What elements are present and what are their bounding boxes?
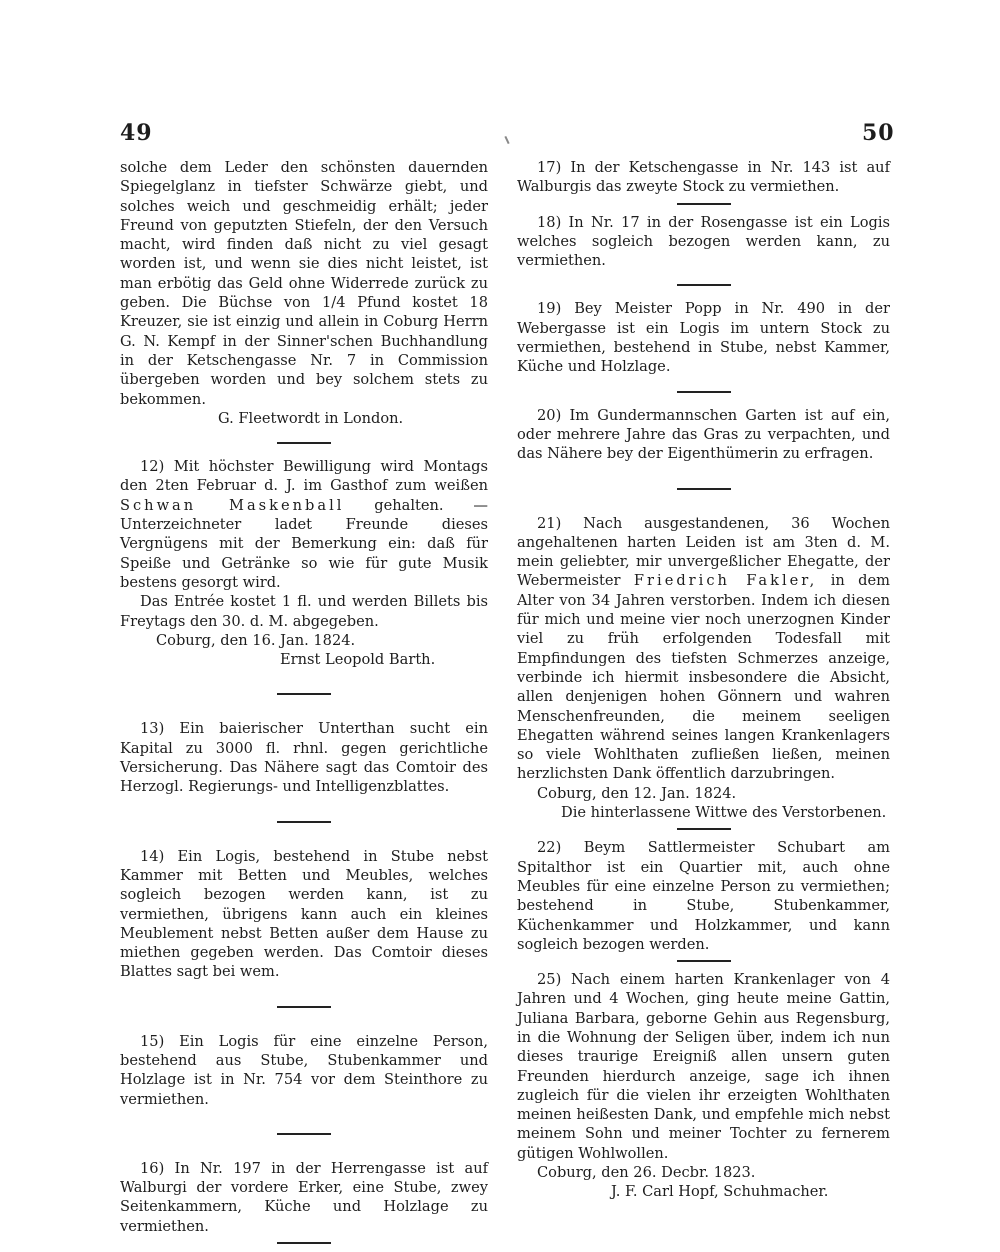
separator-rule	[677, 391, 731, 393]
ad-body: 20) Im Gundermannschen Garten ist auf ein, oder mehrere Jahre das Gras zu verpachten, und das Nähere bey der Eigenthümerin zu erfragen.	[517, 406, 890, 463]
right-column	[517, 158, 890, 1202]
separator-rule	[677, 488, 731, 490]
ad-place-date: Coburg, den 26. Decbr. 1823.	[537, 1164, 756, 1182]
separator-rule	[277, 693, 331, 695]
ad-13	[120, 719, 488, 796]
ad-text: 21) Nach ausgestandenen, 36 Wochen angehaltenen harten Leiden ist am 3ten d. M. mein geliebter, mir unvergeßlicher Ehegatte, der Webermeister	[517, 514, 890, 590]
ad-place-date: Coburg, den 16. Jan. 1824.	[156, 631, 356, 649]
margin-mark	[504, 136, 509, 144]
ad-body	[517, 514, 890, 784]
separator-rule	[277, 1133, 331, 1135]
ad-emphasis: Schwan Maskenball	[120, 496, 345, 514]
separator-rule	[677, 960, 731, 962]
ad-25	[517, 970, 890, 1202]
left-column	[120, 158, 488, 1252]
ad-body: 22) Beym Sattlermeister Schubart am Spitalthor ist ein Quartier mit, auch ohne Meubles für eine einzelne Person zu vermiethen; bestehend in Stube, Stubenkammer, Küchenkammer und Holzkammer, und kann sogleich bezogen werden.	[517, 839, 890, 953]
separator-rule	[677, 203, 731, 205]
page-number-right: 50	[862, 120, 895, 146]
ad-body: 19) Bey Meister Popp in Nr. 490 in der Webergasse ist ein Logis im untern Stock zu vermiethen, bestehend in Stube, nebst Kammer, Küche und Holzlage.	[517, 300, 890, 376]
page-number-left: 49	[120, 120, 153, 146]
ad-emphasis: Friedrich Fakler,	[633, 572, 818, 590]
ad-signature: Ernst Leopold Barth.	[280, 651, 436, 669]
ad-16	[120, 1159, 488, 1236]
ad-body: 13) Ein baierischer Unterthan sucht ein Kapital zu 3000 fl. rhnl. gegen gerichtliche Versicherung. Das Nähere sagt das Comtoir des Herzogl. Regierungs- und Intelligenzblattes.	[120, 720, 488, 796]
ad-body: 14) Ein Logis, bestehend in Stube nebst Kammer mit Betten und Meubles, welches sogleich bezogen werden kann, ist zu vermiethen, übrigens kann auch ein kleines Meublement nebst Betten außer dem Hause zu miethen gegeben werden. Das Comtoir dieses Blattes sagt bei wem.	[120, 847, 488, 981]
ad-body: 16) In Nr. 197 in der Herrengasse ist auf Walburgi der vordere Erker, eine Stube, zwey Seitenkammern, Küche und Holzlage zu vermiethen.	[120, 1159, 488, 1235]
separator-rule	[277, 821, 331, 823]
ad-note: Das Entrée kostet 1 fl. und werden Billets bis Freytags den 30. d. M. abgegeben.	[120, 593, 488, 630]
separator-rule	[677, 828, 731, 830]
ad-17	[517, 158, 890, 197]
ad-18	[517, 213, 890, 271]
ad-signature: J. F. Carl Hopf, Schuhmacher.	[611, 1183, 829, 1201]
ad-14	[120, 847, 488, 982]
ad-place-date: Coburg, den 12. Jan. 1824.	[537, 784, 737, 802]
ad-15	[120, 1032, 488, 1109]
ad-22	[517, 838, 890, 954]
separator-rule	[277, 1242, 331, 1244]
ad-body: solche dem Leder den schönsten dauernden Spiegelglanz in tiefster Schwärze giebt, und solches weich und geschmeidig erhält; jeder Freund von geputzten Stiefeln, der den Versuch macht, wird finden daß nicht zu viel gesagt worden ist, und wenn sie dies nicht leistet, ist man erbötig das Geld ohne Widerrede zurück zu geben. Die Büchse von 1/4 Pfund kostet 18 Kreuzer, sie ist einzig und allein in Coburg Herrn G. N. Kempf in der Sinner'schen Buchhandlung in der Ketschengasse Nr. 7 in Commission übergeben worden und bey solchem stets zu bekommen.	[120, 159, 488, 408]
ad-20	[517, 406, 890, 464]
ad-12	[120, 457, 488, 669]
ad-body	[120, 457, 488, 592]
ad-signature: Die hinterlassene Wittwe des Verstorbenen.	[561, 804, 887, 822]
ad-text: 12) Mit höchster Bewilligung wird Montags den 2ten Februar d. J. im Gasthof zum weißen	[120, 458, 488, 495]
ad-text: gehalten. — Unterzeichneter ladet Freunde dieses Vergnügens mit der Bemerkung ein: daß für Speiße und Getränke so wie für gute Musik bestens gesorgt wird.	[120, 496, 488, 591]
ad-body: 17) In der Ketschengasse in Nr. 143 ist auf Walburgis das zweyte Stock zu vermiethen.	[517, 159, 890, 196]
ad-body: 15) Ein Logis für eine einzelne Person, bestehend aus Stube, Stubenkammer und Holzlage ist in Nr. 754 vor dem Steinthore zu vermiethen.	[120, 1032, 488, 1108]
ad-body: 18) In Nr. 17 in der Rosengasse ist ein Logis welches sogleich bezogen werden kann, zu vermiethen.	[517, 213, 890, 270]
separator-rule	[277, 1006, 331, 1008]
separator-rule	[677, 284, 731, 286]
separator-rule	[277, 442, 331, 444]
ad-signature: G. Fleetwordt in London.	[218, 409, 404, 427]
ad-continued	[120, 158, 488, 428]
ad-21	[517, 514, 890, 823]
ad-body: 25) Nach einem harten Krankenlager von 4 Jahren und 4 Wochen, ging heute meine Gattin, Juliana Barbara, geborne Gehin aus Regensburg, in die Wohnung der Seligen über, indem ich nun dieses traurige Ereigniß allen unsern guten Freunden hierdurch anzeige, sage ich ihnen zugleich für die vielen ihr erzeigten Wohlthaten meinen heißesten Dank, und empfehle mich nebst meinem Sohn und meiner Tochter zu fernerem gütigen Wohlwollen.	[517, 971, 890, 1162]
ad-19	[517, 299, 890, 376]
ad-text: in dem Alter von 34 Jahren verstorben. Indem ich diesen für mich und meine vier noch unerzognen Kinder viel zu früh erfolgenden Todesfall mit Empfindungen des tiefsten Schmerzes anzeige, verbinde ich hiermit insbesondere die Absicht, allen denjenigen hohen Gönnern und wahren Menschenfreunden, die meinem seeligen Ehegatten während seines langen Krankenlagers so viele Wohlthaten zufließen ließen, meinen herzlichsten Dank öffentlich darzubringen.	[517, 572, 890, 783]
